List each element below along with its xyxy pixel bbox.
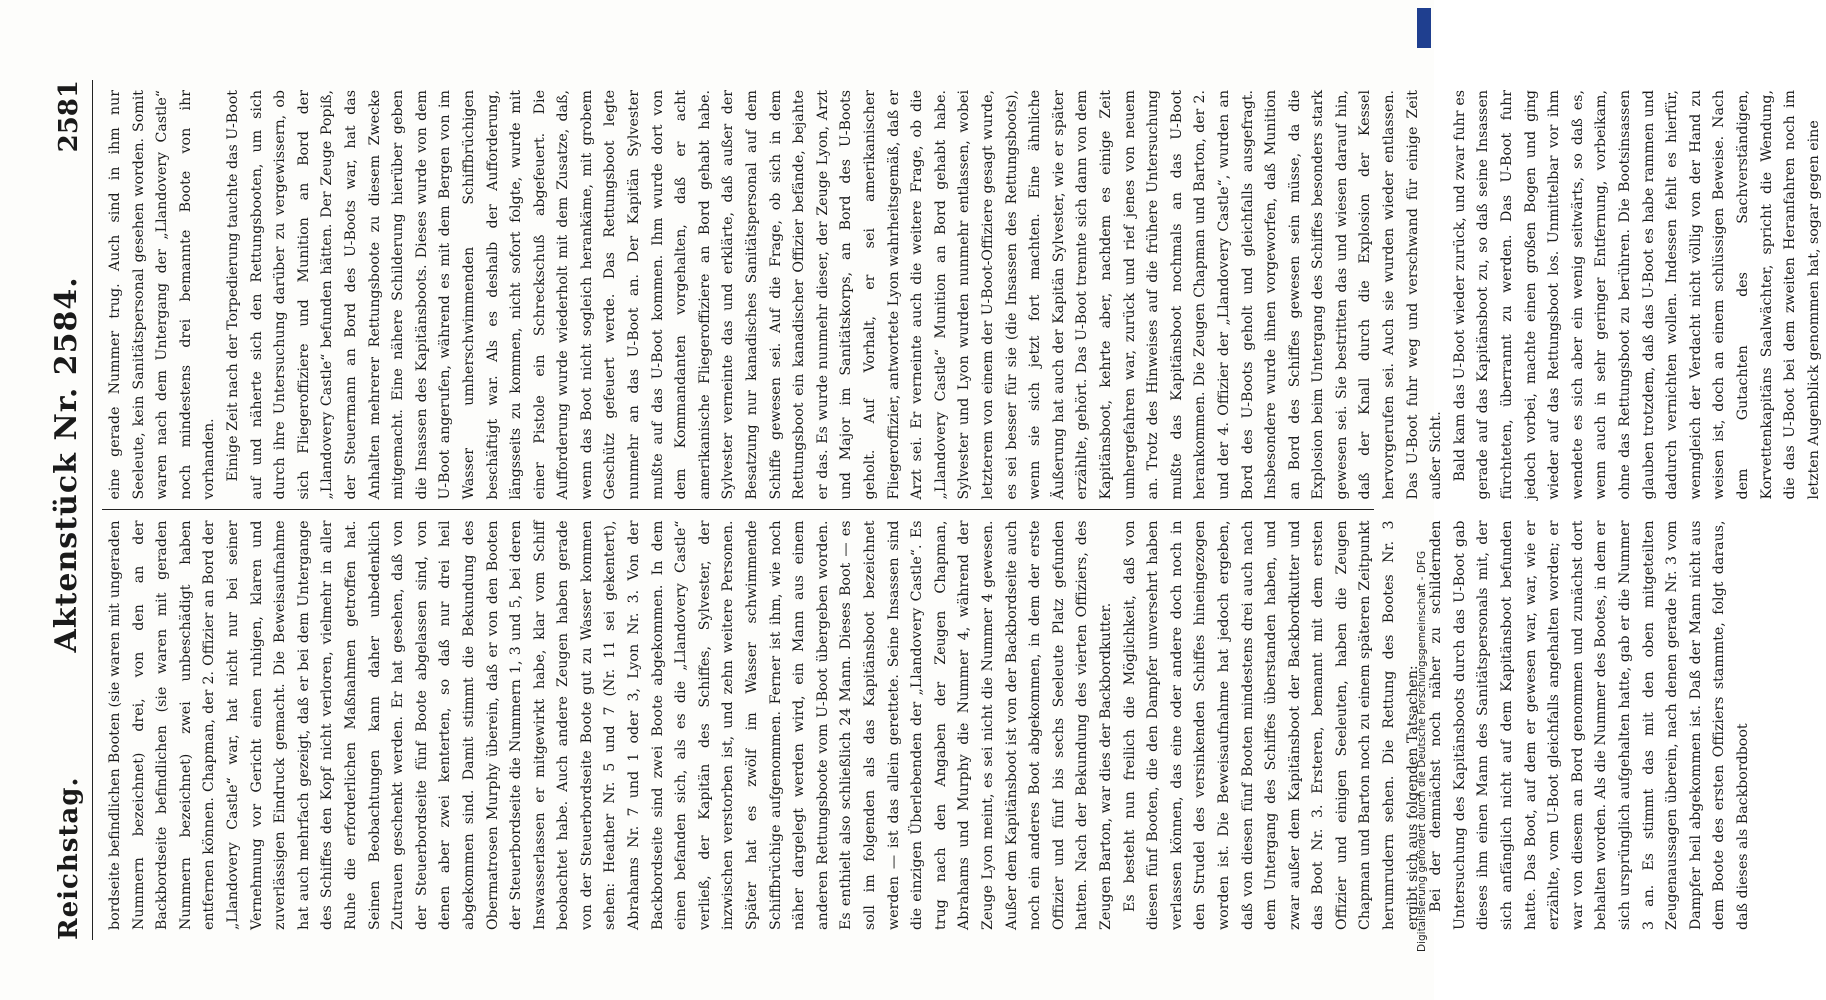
- dfg-logo: [1417, 8, 1431, 48]
- column-divider: [102, 510, 1374, 511]
- digitization-credit: Digitalisierung gefördert durch die Deutsche Forschungsgemeinschaft - DFG: [1416, 550, 1428, 952]
- paragraph: eine gerade Nummer trug. Auch sind in ihm nur Seeleute, kein Sanitätspersonal gesehen worden. Somit waren nach dem Untergang der „Llandovery Castle“ noch mindestens drei bemannte Boote von ihr vorhanden.: [107, 90, 218, 500]
- header-rule: [92, 80, 93, 940]
- paragraph: Bald kam das U-Boot wieder zurück, und zwar fuhr es gerade auf das Kapitänsboot zu, so daß seine Insassen fürchteten, überrannt zu werden. Das U-Boot fuhr jedoch vorbei, machte einen großen Bogen und ging wieder auf das Rettungsboot los. Unmittelbar vor ihm wendete es sich aber ein wenig seitwärts, so daß es, wenn auch in sehr geringer Entfernung, vorbeikam, ohne das Rettungsboot zu berühren. Die Bootsinsassen glauben trotzdem, daß das U-Boot es habe rammen und dadurch vernichten wollen. Indessen fehlt es hierfür, wenngleich der Verdacht nicht völlig von der Hand zu weisen ist, doch an einem schlüssigen Beweise. Nach dem Gutachten des Sachverständigen, Korvettenkapitäns Saalwächter, spricht die Wendung, die das U-Boot bei dem zweiten Heranfahren noch im letzten Augenblick genommen hat, sogar gegen eine: [1451, 90, 1822, 500]
- header-left-title: Reichstag.: [54, 776, 84, 940]
- header-document-number: Aktenstück Nr. 2584.: [49, 276, 84, 653]
- page-header: [40, 80, 84, 940]
- paragraph: Einige Zeit nach der Torpedierung tauchte das U-Boot auf und näherte sich den Rettungsbooten, um sich durch ihre Untersuchung darüber zu vergewissern, ob sich Fliegeroffiziere und Munition an Bord der „Llandovery Castle“ befunden hätten. Der Zeuge Popiß, der Steuermann an Bord des U-Boots war, hat das Anhalten mehrerer Rettungsboote zu diesem Zwecke mitgemacht. Eine nähere Schilderung hierüber geben die Insassen des Kapitänsboots. Dieses wurde von dem U-Boot angerufen, während es mit dem Bergen von im Wasser umherschwimmenden Schiffbrüchigen beschäftigt war. Als es deshalb der Aufforderung, längsseits zu kommen, nicht sofort folgte, wurde mit einer Pistole ein Schreckschuß abgefeuert. Die Aufforderung wurde wiederholt mit dem Zusatze, daß, wenn das Boot nicht sogleich herankäme, mit grobem Geschütz gefeuert werde. Das Rettungsboot legte nunmehr an das U-Boot an. Der Kapitän Sylvester mußte auf das U-Boot kommen. Ihm wurde dort von dem Kommandanten vorgehalten, daß er acht amerikanische Fliegeroffiziere an Bord gehabt habe. Sylvester verneinte das und erklärte, daß außer der Besatzung nur kanadisches Sanitätspersonal auf dem Schiffe gewesen sei. Auf die Frage, ob sich in dem Rettungsboot ein kanadischer Offizier befände, bejahte er das. Es wurde nunmehr dieser, der Zeuge Lyon, Arzt und Major im Sanitätskorps, an Bord des U-Boots geholt. Auf Vorhalt, er sei amerikanischer Fliegeroffizier, antwortete Lyon wahrheitsgemäß, daß er Arzt sei. Er verneinte auch die weitere Frage, ob die „Llandovery Castle“ Munition an Bord gehabt habe. Sylvester und Lyon wurden nunmehr entlassen, wobei letzterem von einem der U-Boot-Offiziere gesagt wurde, es sei besser für sie (die Insassen des Rettungsboots), wenn sie sich jetzt fort machten. Eine ähnliche Äußerung hat auch der Kapitän Sylvester, wie er später erzählte, gehört. Das U-Boot trennte sich dann von dem Kapitänsboot, kehrte aber, nachdem es einige Zeit umhergefahren war, zurück und rief jenes von neuem an. Trotz des Hinweises auf die frühere Untersuchung mußte das Kapitänsboot nochmals an das U-Boot herankommen. Die Zeugen Chapman und Barton, der 2. und der 4. Offizier der „Llandovery Castle“, wurden an Bord des U-Boots geholt und gleichfalls ausgefragt. Insbesondere wurde ihnen vorgeworfen, daß Munition an Bord des Schiffes gewesen sein müsse, da die Explosion beim Untergang des Schiffes besonders stark gewesen sei. Sie bestritten das und wiesen darauf hin, daß der Knall durch die Explosion der Kessel hervorgerufen sei. Auch sie wurden wieder entlassen. Das U-Boot fuhr weg und verschwand für einige Zeit außer Sicht.: [224, 90, 1445, 500]
- page-number: 2581: [54, 80, 84, 153]
- paragraph: Bei der demnächst noch näher zu schildernden Untersuchung des Kapitänsboots durch das U-Boot gab dieses ihm einen Mann des Sanitätspersonals mit, der sich anfänglich nicht auf dem Kapitänsboot befunden hatte. Das Boot, auf dem er gewesen war, war, wie er erzählte, vom U-Boot gleichfalls angehalten worden; er war von diesem an Bord genommen und zunächst dort behalten worden. Als die Nummer des Bootes, in dem er sich ursprünglich aufgehalten hatte, gab er die Nummer 3 an. Es stimmt das mit den oben mitgeteilten Zeugenaussagen überein, nach denen gerade Nr. 3 vom Dampfer heil abgekommen ist. Daß der Mann nicht aus dem Boote des ersten Offiziers stammte, folgt daraus, daß dieses als Backbordboot: [1428, 520, 1751, 930]
- column-right: [100, 80, 1822, 510]
- paragraph: bordseite befindlichen Booten (sie waren mit ungeraden Nummern bezeichnet) drei, von den an der Backbordseite befindlichen (sie waren mit geraden Nummern bezeichnet) zwei unbeschädigt haben entfernen können. Chapman, der 2. Offizier an Bord der „Llandovery Castle“ war, hat nicht nur bei seiner Vernehmung vor Gericht einen ruhigen, klaren und zuverlässigen Eindruck gemacht. Die Beweisaufnahme hat auch mehrfach gezeigt, daß er bei dem Untergange des Schiffes den Kopf nicht verloren, vielmehr in aller Ruhe die erforderlichen Maßnahmen getroffen hat. Seinen Beobachtungen kann daher unbedenklich Zutrauen geschenkt werden. Er hat gesehen, daß von der Steuerbordseite fünf Boote abgelassen sind, von denen aber zwei kenterten, so daß nur drei heil abgekommen sind. Damit stimmt die Bekundung des Obermatrosen Murphy überein, daß er von den Booten der Steuerbordseite die Nummern 1, 3 und 5, bei deren Inswasserlassen er mitgewirkt habe, klar vom Schiff beobachtet habe. Auch andere Zeugen haben gerade von der Steuerbordseite Boote gut zu Wasser kommen sehen: Heather Nr. 5 und 7 (Nr. 11 sei gekentert), Abrahams Nr. 7 und 1 oder 3, Lyon Nr. 3. Von der Backbordseite sind zwei Boote abgekommen. In dem einen befanden sich, als es die „Llandovery Castle“ verließ, der Kapitän des Schiffes, Sylvester, der inzwischen verstorben ist, und zehn weitere Personen. Später hat es zwölf im Wasser schwimmende Schiffbrüchige aufgenommen. Ferner ist ihm, wie noch näher dargelegt werden wird, ein Mann aus einem anderen Rettungsboote vom U-Boot übergeben worden. Es enthielt also schließlich 24 Mann. Dieses Boot — es soll im folgenden als das Kapitänsboot bezeichnet werden — ist das allein gerettete. Seine Insassen sind die einzigen Überlebenden der „Llandovery Castle“. Es trug nach den Angaben der Zeugen Chapman, Abrahams und Murphy die Nummer 4, während der Zeuge Lyon meint, es sei nicht die Nummer 4 gewesen. Außer dem Kapitänsboot ist von der Backbordseite auch noch ein anderes Boot abgekommen, in dem der erste Offizier und fünf bis sechs Seeleute Platz gefunden hatten. Nach der Bekundung des vierten Offiziers, des Zeugen Barton, war dies der Backbordkutter.: [107, 520, 1114, 930]
- paragraph: Es besteht nun freilich die Möglichkeit, daß von diesen fünf Booten, die den Dampfer unversehrt haben verlassen können, das eine oder andere doch noch in den Strudel des versinkenden Schiffes hineingezogen worden ist. Die Beweisaufnahme hat jedoch ergeben, daß von diesen fünf Booten mindestens drei auch nach dem Untergang des Schiffes überstanden haben, und zwar außer dem Kapitänsboot der Backbordkutter und das Boot Nr. 3. Ersteren, bemannt mit dem ersten Offizier und einigen Seeleuten, haben die Zeugen Chapman und Barton noch zu einem späteren Zeitpunkt herumrudern sehen. Die Rettung des Bootes Nr. 3 ergibt sich aus folgenden Tatsachen:: [1121, 520, 1421, 930]
